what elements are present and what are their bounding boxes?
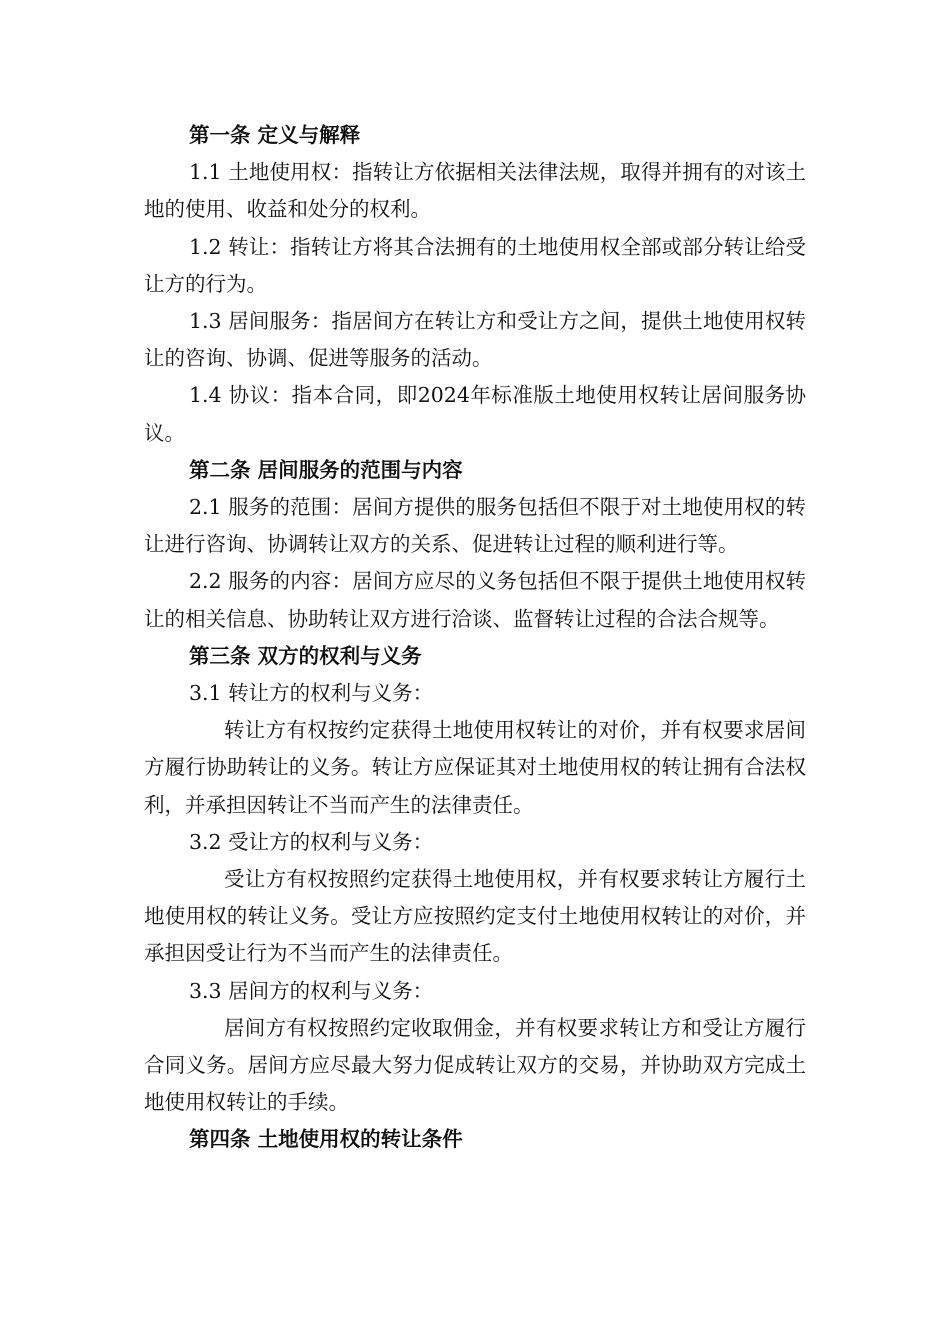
clause-subtitle: 3.3 居间方的权利与义务：: [189, 978, 434, 1003]
clause-subtitle: 3.2 受让方的权利与义务：: [189, 829, 434, 854]
clause-subtitle: 3.1 转让方的权利与义务：: [189, 681, 434, 706]
document-body: [144, 117, 806, 1159]
section-heading: 第二条 居间服务的范围与内容: [189, 457, 463, 482]
section-heading: 第四条 土地使用权的转让条件: [189, 1127, 463, 1152]
clause-paragraph: 1.4 协议：指本合同，即2024年标准版土地使用权转让居间服务协议。: [144, 383, 806, 445]
clause-paragraph: 转让方有权按约定获得土地使用权转让的对价，并有权要求居间方履行协助转让的义务。转让方应保证其对土地使用权的转让拥有合法权利，并承担因转让不当而产生的法律责任。: [144, 718, 806, 817]
clause-paragraph: 1.3 居间服务：指居间方在转让方和受让方之间，提供土地使用权转让的咨询、协调、促进等服务的活动。: [144, 309, 806, 371]
clause-paragraph: 居间方有权按照约定收取佣金，并有权要求转让方和受让方履行合同义务。居间方应尽最大努力促成转让双方的交易，并协助双方完成土地使用权转让的手续。: [144, 1015, 806, 1115]
clause-paragraph: 1.1 土地使用权：指转让方依据相关法律法规，取得并拥有的对该土地的使用、收益和处分的权利。: [144, 160, 806, 222]
clause-paragraph: 受让方有权按照约定获得土地使用权，并有权要求转让方履行土地使用权的转让义务。受让方应按照约定支付土地使用权转让的对价，并承担因受让行为不当而产生的法律责任。: [144, 867, 806, 966]
clause-paragraph: 1.2 转让：指转让方将其合法拥有的土地使用权全部或部分转让给受让方的行为。: [144, 234, 806, 296]
section-heading: 第一条 定义与解释: [189, 123, 361, 147]
section-heading: 第三条 双方的权利与义务: [189, 643, 422, 668]
clause-paragraph: 2.1 服务的范围：居间方提供的服务包括但不限于对土地使用权的转让进行咨询、协调转让双方的关系、促进转让过程的顺利进行等。: [144, 495, 806, 557]
clause-paragraph: 2.2 服务的内容：居间方应尽的义务包括但不限于提供土地使用权转让的相关信息、协助转让双方进行洽谈、监督转让过程的合法合规等。: [144, 569, 806, 631]
